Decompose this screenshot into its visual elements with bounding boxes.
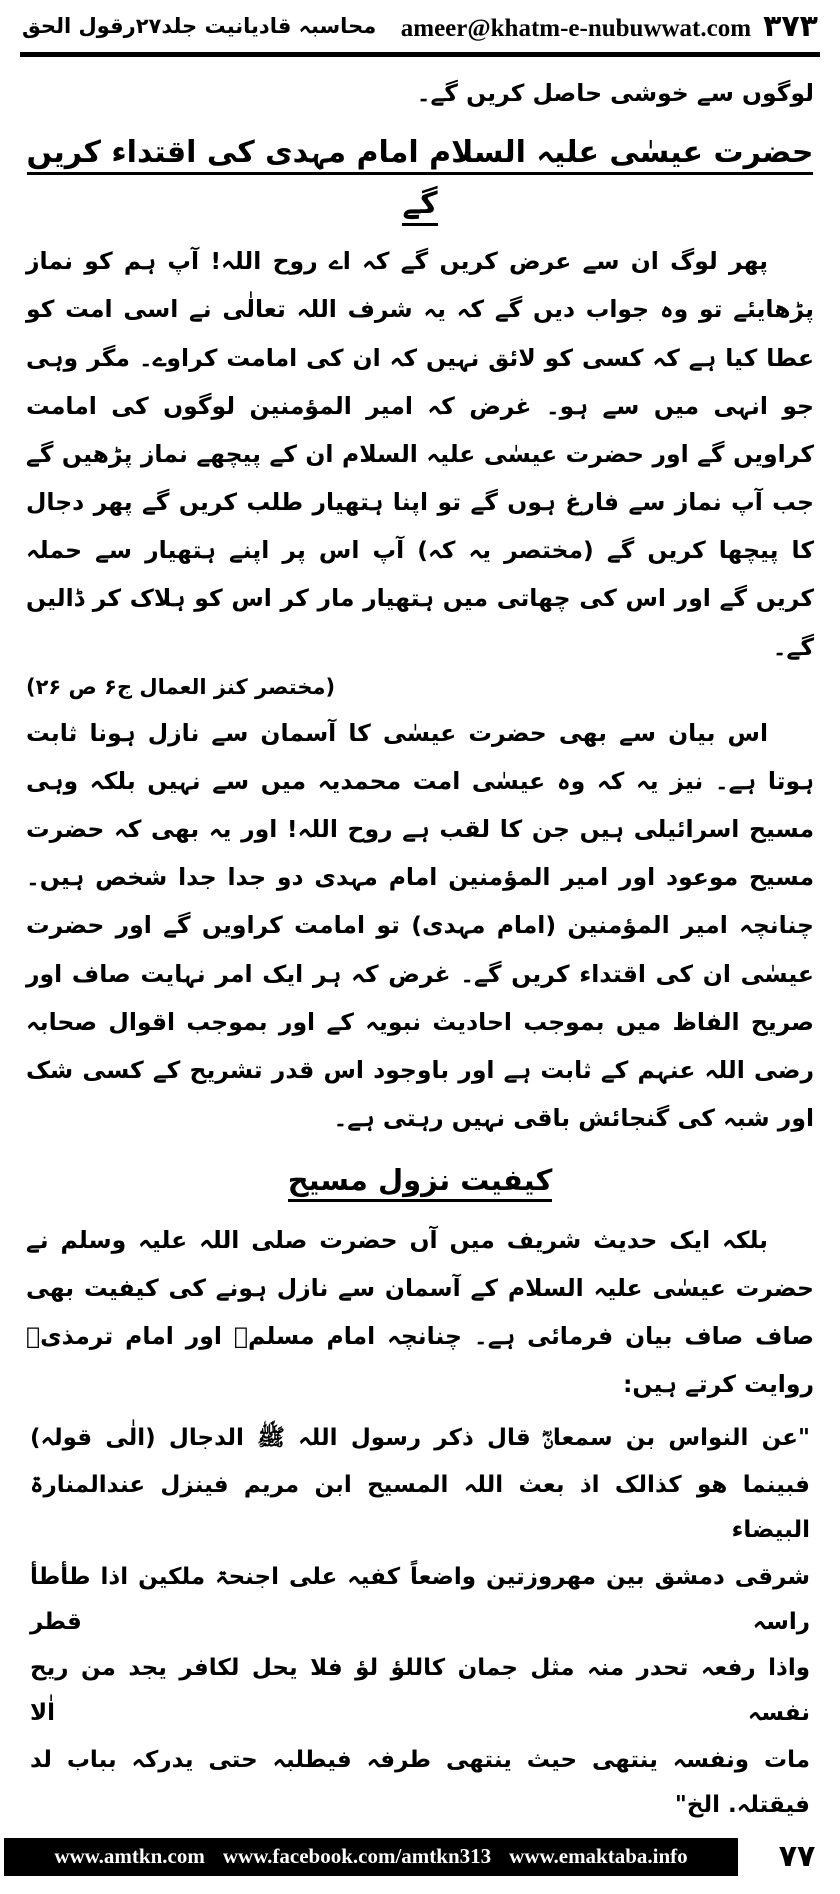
paragraph-3: بلکہ ایک حدیث شریف میں آں حضرت صلی اللہ علیہ وسلم نے حضرت عیسٰی علیہ السلام کے آسمان سے نازل ہونے کی کیفیت بھی صاف صاف بیان فرمائی ہے۔ چنانچہ امام مسلمؒ اور امام ترمذیؒ روایت کرتے ہیں: [26,1225,814,1399]
arabic-line: مات ونفسہ ینتھی حیث ینتھی طرفہ فیطلبہ حتی یدرکہ بباب لد فیقتلہ. الخ" [30,1747,810,1818]
header-page-number: ۳۷۳ [763,8,818,44]
section-heading-1 [26,127,814,229]
contact-email: ameer@khatm-e-nubuwwat.com [400,14,752,42]
paragraph-1: پھر لوگ ان سے عرض کریں گے کہ اے روح اللہ! آپ ہم کو نماز پڑھایئے تو وہ جواب دیں گے کہ یہ شرف اللہ تعالٰی نے اسی امت کو عطا کیا ہے کہ کسی کو لائق نہیں کہ ان کی امامت کراوے۔ مگر وہی جو انہی میں سے ہو۔ غرض کہ امیر المؤمنین لوگوں کی امامت کراویں گے اور حضرت عیسٰی علیہ السلام ان کے پیچھے نماز پڑھیں گے جب آپ نماز سے فارغ ہوں گے تو اپنا ہتھیار طلب کریں گے پھر دجال کا پیچھا کریں گے (مختصر یہ کہ) آپ اس پر اپنے ہتھیار سے حملہ کریں گے اور اس کی چھاتی میں ہتھیار مار کر اس کو ہلاک کر ڈالیں گے۔ [26,247,814,661]
page-footer [0,1830,840,1894]
section-heading-1-text: حضرت عیسٰی علیہ السلام امام مہدی کی اقتداء کریں گے [27,135,814,226]
footer-links-bar [4,1838,738,1876]
arabic-line: شرقی دمشق بین مھروزتین واضعاً کفیہ علی اجنحۃ ملکین اذا طأطأ راسہ قطر [30,1563,810,1635]
section-heading-2-text: کیفیت نزول مسیح [288,1163,553,1202]
footer-page-number: ۷۷ [778,1839,816,1875]
arabic-line: فبینما ھو کذالک اذ بعث اللہ المسیح ابن مریم فینزل عندالمنارۃ البیضاء [30,1472,810,1543]
arabic-line: "عن النواس بن سمعانؓ قال ذکر رسول اللہ ﷺ الدجال (الٰی قولہ) [30,1425,810,1452]
section-heading-2 [26,1156,814,1205]
page-content [0,57,840,1830]
continuation-line: لوگوں سے خوشی حاصل کریں گے۔ [416,79,814,107]
book-title: محاسبہ قادیانیت جلد۲۷رقول الحق [22,14,377,38]
paragraph-2: اس بیان سے بھی حضرت عیسٰی کا آسمان سے نازل ہونا ثابت ہوتا ہے۔ نیز یہ کہ وہ عیسٰی امت محمدیہ میں سے نہیں بلکہ وہی مسیح اسرائیلی ہیں جن کا لقب ہے روح اللہ! اور یہ بھی کہ حضرت مسیح موعود اور امیر المؤمنین امام مہدی دو جدا جدا شخص ہیں۔ چنانچہ امیر المؤمنین (امام مہدی) تو امامت کراویں گے اور حضرت عیسٰی ان کی اقتداء کریں گے۔ غرض کہ ہر ایک امر نہایت صاف اور صریح الفاظ میں بموجب احادیث نبویہ کے اور بموجب اقوال صحابہ رضی اللہ عنہم کے ثابت ہے اور باوجود اس قدر تشریح کے کسی شک اور شبہ کی گنجائش باقی نہیں رہتی ہے۔ [26,718,814,1133]
reference-1: (مختصر کنز العمال ج۶ ص ۲۶) [26,674,336,699]
header-left-group [401,9,818,44]
footer-link-emaktaba[interactable]: www.emaktaba.info [509,1844,688,1869]
footer-link-amtkn[interactable]: www.amtkn.com [54,1844,205,1869]
page-header [0,0,840,52]
arabic-quotation [26,1416,814,1828]
footer-link-facebook[interactable]: www.facebook.com/amtkn313 [222,1844,492,1869]
arabic-line: واذا رفعہ تحدر منہ مثل جمان کاللؤ لؤ فلا یحل لکافر یجد من ریح نفسہ اٰلا [30,1655,810,1727]
